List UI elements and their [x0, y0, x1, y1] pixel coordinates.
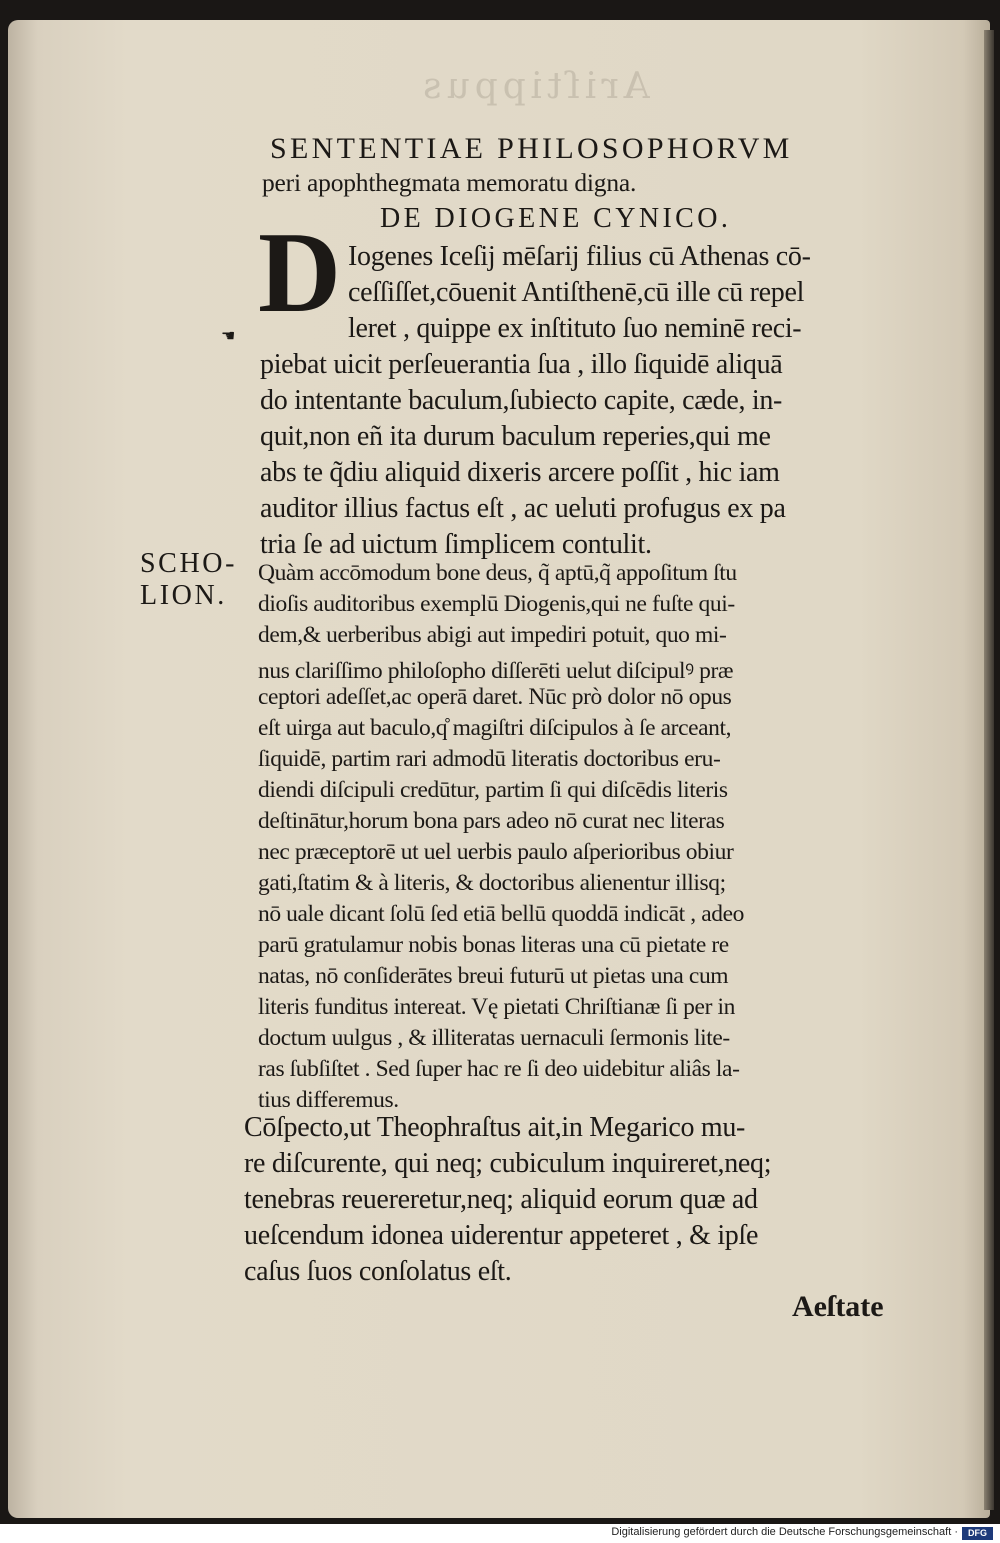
- scholion-line: natas, nō conſiderātes breui futurū ut pietas una cum: [258, 963, 729, 989]
- scholion-line: ras ſubſiſtet . Sed ſuper hac re ſi deo uidebitur aliâs la-: [258, 1056, 740, 1082]
- paragraph-line: do intentante baculum,ſubiecto capite, cæde, in-: [260, 385, 783, 416]
- footer-bar: [0, 1524, 1000, 1543]
- scholion-line: doctum uulgus , & illiteratas uernaculi ſermonis lite-: [258, 1025, 730, 1051]
- bleed-through-handwriting: Ariſtippus: [418, 66, 650, 107]
- scholion-line: nec præceptorē ut uel uerbis paulo aſperioribus obiur: [258, 839, 734, 865]
- running-head: SENTENTIAE PHILOSOPHORVM: [270, 132, 793, 165]
- scholion-line: ceptori adeſſet,ac operā daret. Nūc prò dolor nō opus: [258, 684, 732, 710]
- page-edge: [984, 30, 994, 1510]
- paragraph-line: tenebras reuereretur,neq; aliquid eorum quæ ad: [244, 1184, 758, 1215]
- scholion-line: deſtinātur,horum bona pars adeo nō curat nec literas: [258, 808, 725, 834]
- paragraph-line: re diſcurente, qui neq; cubiculum inquireret,neq;: [244, 1148, 772, 1179]
- scholion-line: eſt uirga aut baculo,q̊ magiſtri diſcipulos à ſe arceant,: [258, 715, 732, 741]
- scholion-line: tius differemus.: [258, 1087, 399, 1113]
- subtitle: peri apophthegmata memoratu digna.: [262, 168, 637, 197]
- paragraph-line: abs te q̃diu aliquid dixeris arcere poſſit , hic iam: [260, 457, 780, 488]
- scholion-line: literis funditus intereat. Vę pietati Chriſtianæ ſi per in: [258, 994, 735, 1020]
- scholion-line: nō uale dicant ſolū ſed etiā bellū quoddā indicāt , adeo: [258, 901, 744, 927]
- section-title: DE DIOGENE CYNICO.: [380, 203, 732, 234]
- scholion-line: parū gratulamur nobis bonas literas una cū pietate re: [258, 932, 729, 958]
- dfg-logo-icon: DFG: [962, 1527, 993, 1540]
- funding-notice: Digitalisierung gefördert durch die Deutsche Forschungsgemeinschaft ·: [611, 1526, 958, 1538]
- catchword: Aeſtate: [792, 1290, 884, 1323]
- paragraph-line: tria ſe ad uictum ſimplicem contulit.: [260, 529, 652, 560]
- paragraph-line: Iogenes Iceſij mēſarij filius cū Athenas cō-: [348, 241, 811, 272]
- paragraph-line: auditor illius factus eſt , ac ueluti profugus ex pa: [260, 493, 786, 524]
- marginal-hand-icon: ☚: [221, 328, 236, 345]
- scholion-line: ſiquidē, partim rari admodū literatis doctoribus eru-: [258, 746, 721, 772]
- paragraph-line: leret , quippe ex inſtituto ſuo neminē reci-: [348, 313, 802, 344]
- paragraph-line: caſus ſuos conſolatus eſt.: [244, 1256, 512, 1287]
- scholion-line: nus clariſſimo philoſopho diſſerēti uelut diſcipulꝰ præ: [258, 658, 734, 684]
- paragraph-line: quit,non eñ ita durum baculum reperies,qui me: [260, 421, 771, 452]
- drop-cap: D: [258, 209, 342, 336]
- paragraph-line: Cōſpecto,ut Theophraſtus ait,in Megarico mu-: [244, 1112, 746, 1143]
- scholion-line: dioſis auditoribus exemplū Diogenis,qui ne fuſte qui-: [258, 591, 735, 617]
- scholion-line: gati,ſtatim & à literis, & doctoribus alienentur illisq;: [258, 870, 726, 896]
- margin-note: LION.: [140, 580, 227, 611]
- scholion-line: dem,& uerberibus abigi aut impediri potuit, quo mi-: [258, 622, 727, 648]
- scholion-line: Quàm accōmodum bone deus, q̃ aptū,q̃ appoſitum ſtu: [258, 560, 737, 586]
- paragraph-line: ueſcendum idonea uiderentur appeteret , & ipſe: [244, 1220, 759, 1251]
- paragraph-line: ceſſiſſet,cōuenit Antiſthenē,cū ille cū repel: [348, 277, 805, 308]
- paragraph-line: piebat uicit perſeuerantia ſua , illo ſiquidē aliquā: [260, 349, 783, 380]
- margin-note: SCHO-: [140, 548, 238, 579]
- scholion-line: diendi diſcipuli credūtur, partim ſi qui diſcēdis literis: [258, 777, 728, 803]
